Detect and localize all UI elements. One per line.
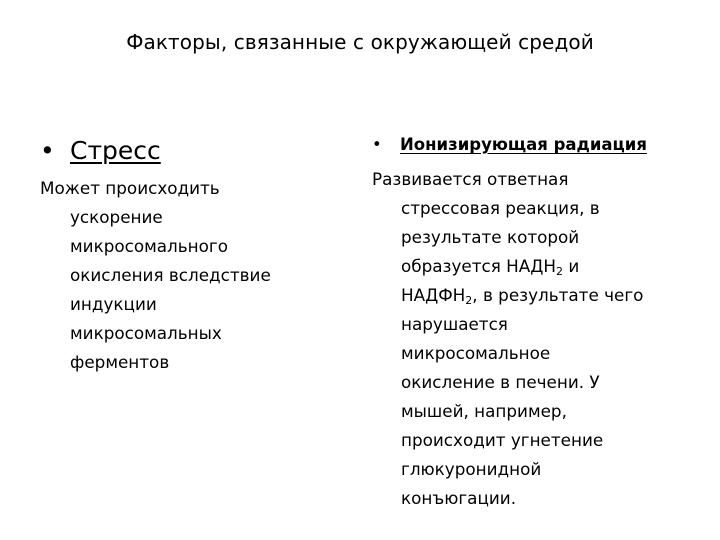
text-fragment: и xyxy=(563,256,580,276)
text-line xyxy=(372,252,643,281)
text-line xyxy=(372,281,643,310)
text-line: стрессовая реакция, в xyxy=(401,198,600,218)
text-line: индукции xyxy=(70,294,157,314)
text-line: Развивается ответная xyxy=(372,169,569,189)
text-line: ускорение xyxy=(70,207,163,227)
left-body xyxy=(40,174,271,377)
right-heading: Ионизирующая радиация xyxy=(400,135,647,154)
text-line: происходит угнетение xyxy=(401,430,604,450)
text-line: конъюгации. xyxy=(401,488,517,508)
text-fragment: образуется НАДН xyxy=(401,256,556,276)
right-bullet xyxy=(372,135,647,154)
text-line: Может происходить xyxy=(40,178,220,198)
text-fragment: НАДФН xyxy=(401,285,466,305)
text-line: результате которой xyxy=(401,227,580,247)
text-fragment: , в результате чего xyxy=(472,285,644,305)
text-line: глюкуронидной xyxy=(401,459,542,479)
left-heading: Стресс xyxy=(70,136,161,165)
text-line: мышей, например, xyxy=(401,401,567,421)
subscript: 2 xyxy=(465,294,473,307)
slide-title: Факторы, связанные с окружающей средой xyxy=(126,30,594,54)
text-line: микросомального xyxy=(70,236,228,256)
text-line: микросомальных xyxy=(70,323,222,343)
text-line: нарушается xyxy=(401,314,508,334)
subscript: 2 xyxy=(556,265,563,278)
text-line: окисления вследствие xyxy=(70,265,271,285)
bullet-icon: • xyxy=(40,136,55,165)
text-line: ферментов xyxy=(70,352,170,372)
text-line: микросомальное xyxy=(401,343,551,363)
left-bullet xyxy=(40,136,161,165)
bullet-icon: • xyxy=(372,135,382,154)
right-body xyxy=(372,165,643,513)
text-line: окисление в печени. У xyxy=(401,372,600,392)
